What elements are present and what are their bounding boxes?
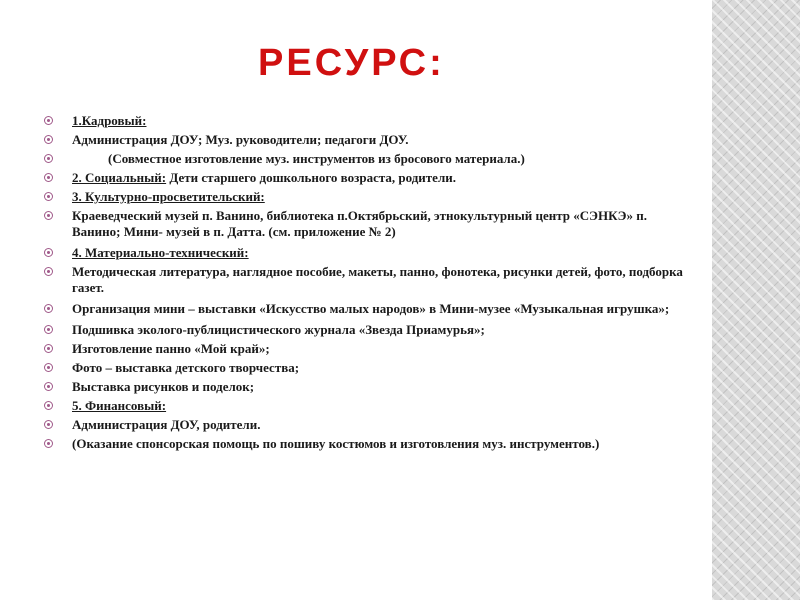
bullet-icon (44, 382, 53, 391)
list-item (44, 170, 684, 186)
list-item (44, 208, 684, 240)
bullet-icon (44, 267, 53, 276)
bullet-icon (44, 344, 53, 353)
slide-title: РЕСУРС: (258, 42, 445, 84)
section-heading-material: 4. Материально-технический: (72, 245, 249, 260)
bullet-icon (44, 116, 53, 125)
list-item-text: Методическая литература, наглядное пособие, макеты, панно, фонотека, рисунки детей, фото, подборка газет. (72, 264, 683, 295)
list-item-text: (Совместное изготовление муз. инструментов из бросового материала.) (108, 151, 525, 166)
decorative-side-stripe (712, 0, 800, 600)
list-item-text: Организация мини – выставки «Искусство малых народов» в Мини-музее «Музыкальная игрушка»; (72, 301, 670, 316)
list-item (44, 301, 684, 317)
section-heading-cultural: 3. Культурно-просветительский: (72, 189, 265, 204)
list-item-text: Краеведческий музей п. Ванино, библиотека п.Октябрьский, этнокультурный центр «СЭНКЭ» п. Ванино; Мини- музей в п. Датта. (см. приложение № 2) (72, 208, 647, 239)
list-item-text: Администрация ДОУ, родители. (72, 417, 261, 432)
bullet-icon (44, 135, 53, 144)
bullet-icon (44, 304, 53, 313)
list-item (44, 264, 684, 296)
list-item (44, 113, 684, 129)
list-item (44, 398, 684, 414)
bullet-icon (44, 154, 53, 163)
list-item (44, 322, 684, 338)
bullet-icon (44, 211, 53, 220)
bullet-icon (44, 439, 53, 448)
bullet-icon (44, 325, 53, 334)
bullet-icon (44, 420, 53, 429)
list-item-text: Администрация ДОУ; Муз. руководители; педагоги ДОУ. (72, 132, 409, 147)
bullet-icon (44, 363, 53, 372)
section-heading-staff: 1.Кадровый: (72, 113, 147, 128)
bullet-icon (44, 248, 53, 257)
section-heading-social: 2. Социальный: (72, 170, 167, 185)
resource-list (44, 113, 684, 455)
list-item-text: Выставка рисунков и поделок; (72, 379, 255, 394)
bullet-icon (44, 401, 53, 410)
list-item (44, 341, 684, 357)
list-item (44, 436, 684, 452)
list-item (44, 379, 684, 395)
list-item (44, 132, 684, 148)
section-heading-financial: 5. Финансовый: (72, 398, 167, 413)
list-item (44, 245, 684, 261)
list-item (44, 189, 684, 205)
list-item (44, 360, 684, 376)
bullet-icon (44, 192, 53, 201)
list-item (44, 151, 684, 167)
list-item-text: Изготовление панно «Мой край»; (72, 341, 270, 356)
list-item (44, 417, 684, 433)
list-item-text: Дети старшего дошкольного возраста, родители. (166, 170, 456, 185)
list-item-text: Фото – выставка детского творчества; (72, 360, 300, 375)
list-item-text: Подшивка эколого-публицистического журнала «Звезда Приамурья»; (72, 322, 485, 337)
bullet-icon (44, 173, 53, 182)
list-item-text: (Оказание спонсорская помощь по пошиву костюмов и изготовления муз. инструментов.) (72, 436, 600, 451)
